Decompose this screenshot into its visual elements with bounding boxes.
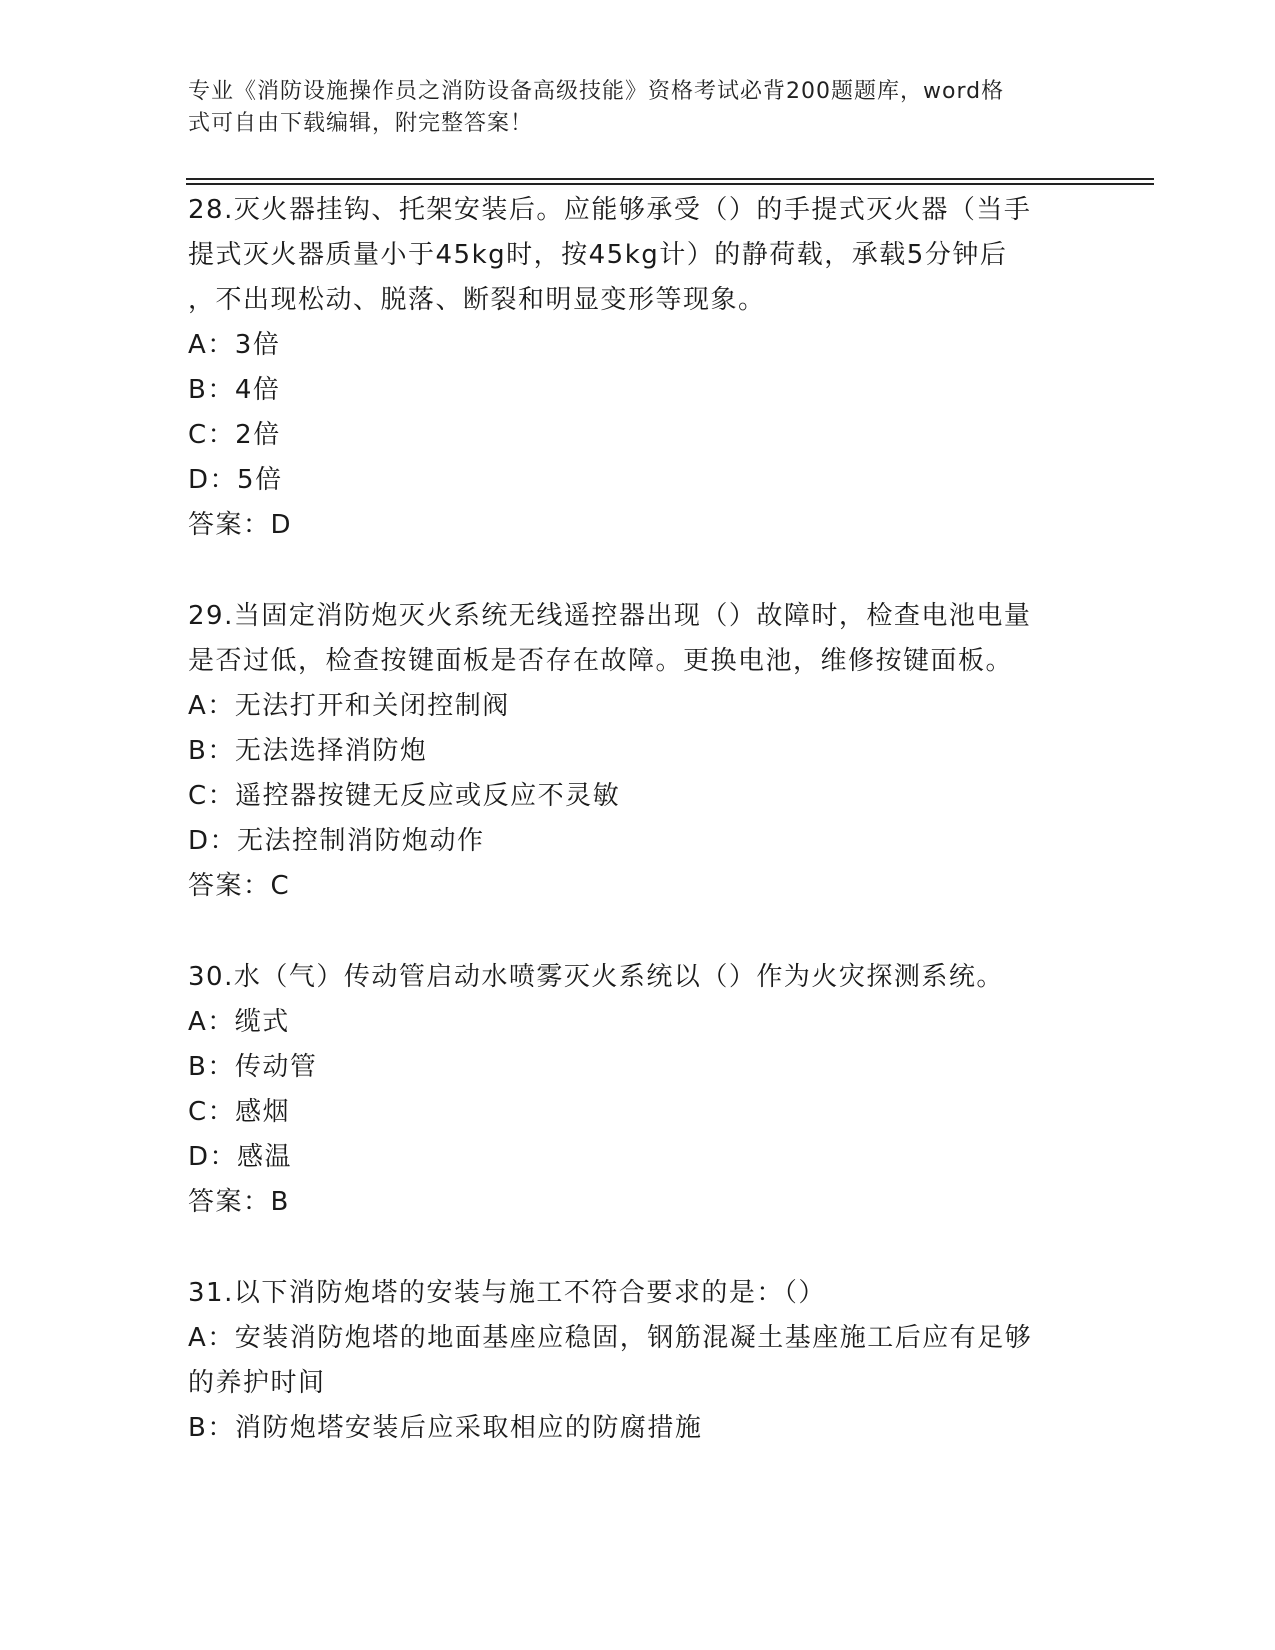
option-c: C：遥控器按键无反应或反应不灵敏 bbox=[188, 781, 621, 811]
question-stem-line: 是否过低，检查按键面板是否存在故障。更换电池，维修按键面板。 bbox=[188, 646, 1014, 676]
option-d: D：感温 bbox=[188, 1142, 293, 1172]
option-a: A：3倍 bbox=[188, 330, 281, 360]
option-d: D：无法控制消防炮动作 bbox=[188, 826, 485, 856]
option-b: B：消防炮塔安装后应采取相应的防腐措施 bbox=[188, 1413, 703, 1443]
question-stem-line: ，不出现松动、脱落、断裂和明显变形等现象。 bbox=[188, 285, 766, 315]
answer-line: 答案：C bbox=[188, 871, 291, 901]
option-b: B：4倍 bbox=[188, 375, 281, 405]
question-stem-line: 30.水（气）传动管启动水喷雾灭火系统以（）作为火灾探测系统。 bbox=[188, 962, 1004, 992]
option-a: A：无法打开和关闭控制阀 bbox=[188, 691, 510, 721]
option-c: C：2倍 bbox=[188, 420, 281, 450]
question-stem-line: 29.当固定消防炮灭火系统无线遥控器出现（）故障时，检查电池电量 bbox=[188, 601, 1032, 631]
answer-line: 答案：B bbox=[188, 1187, 290, 1217]
question-stem-line: 28.灭火器挂钩、托架安装后。应能够承受（）的手提式灭火器（当手 bbox=[188, 195, 1032, 225]
option-a-continued: 的养护时间 bbox=[188, 1368, 326, 1398]
option-d: D：5倍 bbox=[188, 465, 283, 495]
document-header bbox=[188, 76, 1068, 140]
header-divider-top bbox=[186, 178, 1154, 180]
question-29 bbox=[188, 594, 1078, 909]
question-list bbox=[188, 188, 1078, 1497]
question-28 bbox=[188, 188, 1078, 548]
option-b: B：无法选择消防炮 bbox=[188, 736, 428, 766]
option-a: A：缆式 bbox=[188, 1007, 290, 1037]
answer-line: 答案：D bbox=[188, 510, 293, 540]
question-31 bbox=[188, 1271, 1078, 1451]
header-divider-bottom bbox=[186, 183, 1154, 185]
option-c: C：感烟 bbox=[188, 1097, 291, 1127]
question-stem-line: 31.以下消防炮塔的安装与施工不符合要求的是：（） bbox=[188, 1278, 826, 1308]
header-line-1: 专业《消防设施操作员之消防设备高级技能》资格考试必背200题题库，word格 bbox=[188, 79, 1005, 104]
header-line-2: 式可自由下载编辑，附完整答案！ bbox=[188, 111, 534, 136]
question-30 bbox=[188, 955, 1078, 1225]
option-b: B：传动管 bbox=[188, 1052, 318, 1082]
question-stem-line: 提式灭火器质量小于45kg时，按45kg计）的静荷载，承载5分钟后 bbox=[188, 240, 1008, 270]
option-a: A：安装消防炮塔的地面基座应稳固，钢筋混凝土基座施工后应有足够 bbox=[188, 1323, 1033, 1353]
